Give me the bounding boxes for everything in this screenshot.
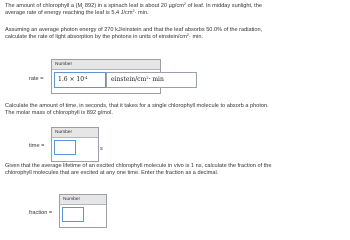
time-number-header: Number — [52, 128, 98, 138]
question-2-text: Calculate the amount of time, in seconds, that it takes for a single chlorophyll molecule to absorb a photon. The molar mass of chlorophyll is 892 g/mol. — [5, 103, 269, 116]
rate-unit-box: einstein/$cm^2\cdot \min$ — [106, 72, 197, 88]
fraction-label: fraction = — [29, 210, 53, 216]
fraction-number-input[interactable] — [62, 207, 84, 222]
rate-number-header: Number — [52, 60, 160, 70]
intro-paragraph — [5, 3, 343, 17]
question-3-text: Given that the average lifetime of an excited chlorophyll molecule in vivo is 1 ns, calculate the fraction of the chlorophyll molecules that are excited at any one time. Enter the fraction as a decimal. — [5, 163, 272, 176]
intro-line-2: average rate of energy reaching the leaf is 5.4 $J/cm^2\cdot \min$. — [5, 9, 149, 16]
rate-label: rate = — [29, 76, 44, 82]
rate-value: $1.6 \times 10^{-4}$ — [58, 76, 88, 83]
time-label: time = — [29, 143, 45, 149]
time-unit: s — [100, 146, 103, 152]
time-number-input[interactable] — [54, 140, 76, 155]
fraction-number-header: Number — [60, 195, 106, 205]
intro-line-1: The amount of chlorophyll a ($M_r$ 892) in a spinach leaf is about 20 $\mu g/cm^2$ of leaf. In midday sunlight, the — [5, 2, 262, 11]
rate-number-input[interactable] — [54, 72, 106, 88]
question-1-text: Assuming an average photon energy of 270 kJ/einstein and that the leaf absorbs 50.0% of the radiation, calculate the rate of light absorption by the photons in units of einstein/$cm^2\cdot \min$. — [5, 27, 263, 40]
